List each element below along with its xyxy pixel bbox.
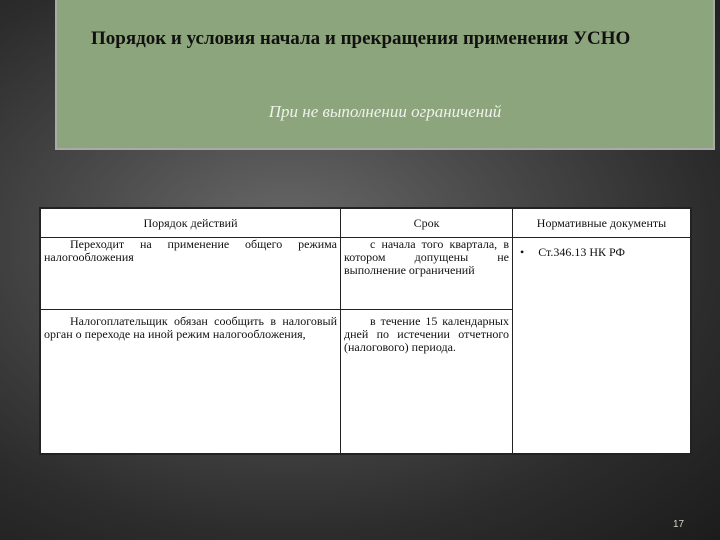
- row2-term: в течение 15 календарных дней по истечении отчетного (налогового) периода.: [341, 310, 513, 454]
- row2-action: Налогоплательщик обязан сообщить в налоговый орган о переходе на иной режим налогообложения,: [41, 310, 341, 454]
- header-documents: Нормативные документы: [513, 209, 691, 238]
- bullet-icon: •: [520, 245, 525, 259]
- slide-subtitle: При не выполнении ограничений: [268, 102, 502, 121]
- row1-action: Переходит на применение общего режима налогообложения: [41, 238, 341, 310]
- table-header-row: [41, 209, 691, 238]
- rules-table: [39, 207, 692, 455]
- row1-document: Ст.346.13 НК РФ: [538, 245, 626, 259]
- page-number: 17: [673, 519, 685, 530]
- header-actions: Порядок действий: [41, 209, 341, 238]
- slide-title: Порядок и условия начала и прекращения применения УСНО: [91, 28, 631, 49]
- header-term: Срок: [341, 209, 513, 238]
- documents-cell: [513, 238, 691, 454]
- title-panel: [55, 0, 715, 150]
- row1-term: с начала того квартала, в котором допущены не выполнение ограничений: [341, 238, 513, 310]
- table-row: [41, 238, 691, 310]
